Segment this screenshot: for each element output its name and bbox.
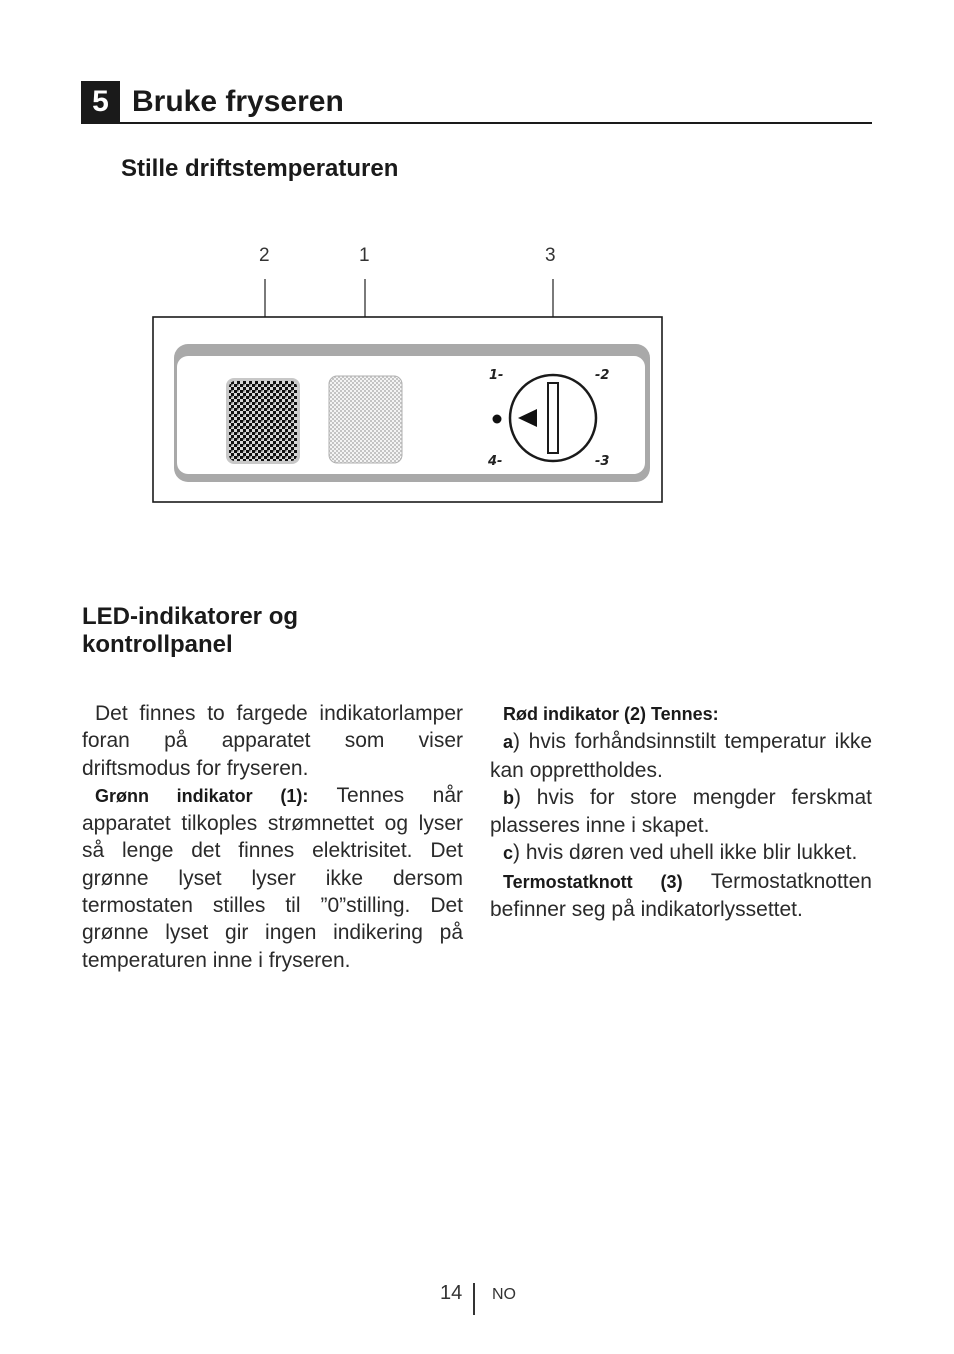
page-language: NO	[492, 1286, 516, 1303]
left-column	[82, 700, 463, 974]
page-number: 14	[440, 1282, 463, 1304]
red-indicator-label: Rød indikator (2) Tennes:	[503, 704, 719, 724]
green-indicator-paragraph	[82, 782, 463, 974]
item-a-text: ) hvis forhåndsinnstilt temperatur ikke kan opprettholdes.	[490, 730, 872, 782]
green-indicator-text: Tennes når apparatet tilkoples strømnettet og lyser så lenge det finnes elektrisitet. Det grønne lyset lyser ikke dersom termostaten stilles til ”0”stilling. Det grønne lyset gir ingen indikering på temperaturen inne i fryseren.	[82, 783, 464, 972]
section-title: Bruke fryseren	[132, 85, 344, 118]
green-indicator-label: Grønn indikator (1):	[95, 785, 309, 806]
item-c-letter: c	[503, 843, 514, 864]
section-number: 5	[81, 81, 120, 123]
red-indicator-heading	[490, 700, 872, 728]
led-section-title	[82, 603, 298, 659]
dial-label-3: -3	[595, 454, 610, 469]
dial-label-2: -2	[595, 368, 610, 383]
callout-1: 1	[359, 245, 370, 266]
item-b-letter: b	[503, 787, 514, 808]
thermostat-paragraph	[490, 868, 872, 924]
item-a-letter: a	[503, 732, 514, 753]
led-title-line2: kontrollpanel	[82, 631, 233, 658]
item-c	[490, 839, 872, 867]
callout-3: 3	[545, 245, 556, 266]
subsection-title: Stille driftstemperaturen	[121, 155, 399, 182]
item-b	[490, 784, 872, 840]
led-title-line1: LED-indikatorer og	[82, 603, 299, 630]
green-indicator	[329, 376, 402, 463]
red-indicator	[229, 381, 297, 461]
thermostat-label: Termostatknott (3)	[503, 871, 683, 892]
item-a	[490, 728, 872, 784]
dial-label-1: 1-	[489, 368, 504, 383]
right-column	[490, 700, 872, 923]
intro-paragraph: Det finnes to fargede indikatorlamper foran på apparatet som viser driftsmodus for fryseren.	[82, 702, 463, 780]
page-divider	[473, 1283, 475, 1315]
item-c-text: ) hvis døren ved uhell ikke blir lukket.	[513, 841, 858, 865]
dial-label-4: 4-	[488, 454, 503, 469]
knob-grip	[548, 383, 558, 453]
callout-2: 2	[259, 245, 270, 266]
control-panel-diagram	[0, 0, 954, 560]
item-b-text: ) hvis for store mengder ferskmat plasseres inne i skapet.	[490, 785, 872, 838]
zero-position-dot	[493, 415, 502, 424]
thermostat-text: Termostatknotten befinner seg på indikatorlyssettet.	[490, 869, 872, 922]
